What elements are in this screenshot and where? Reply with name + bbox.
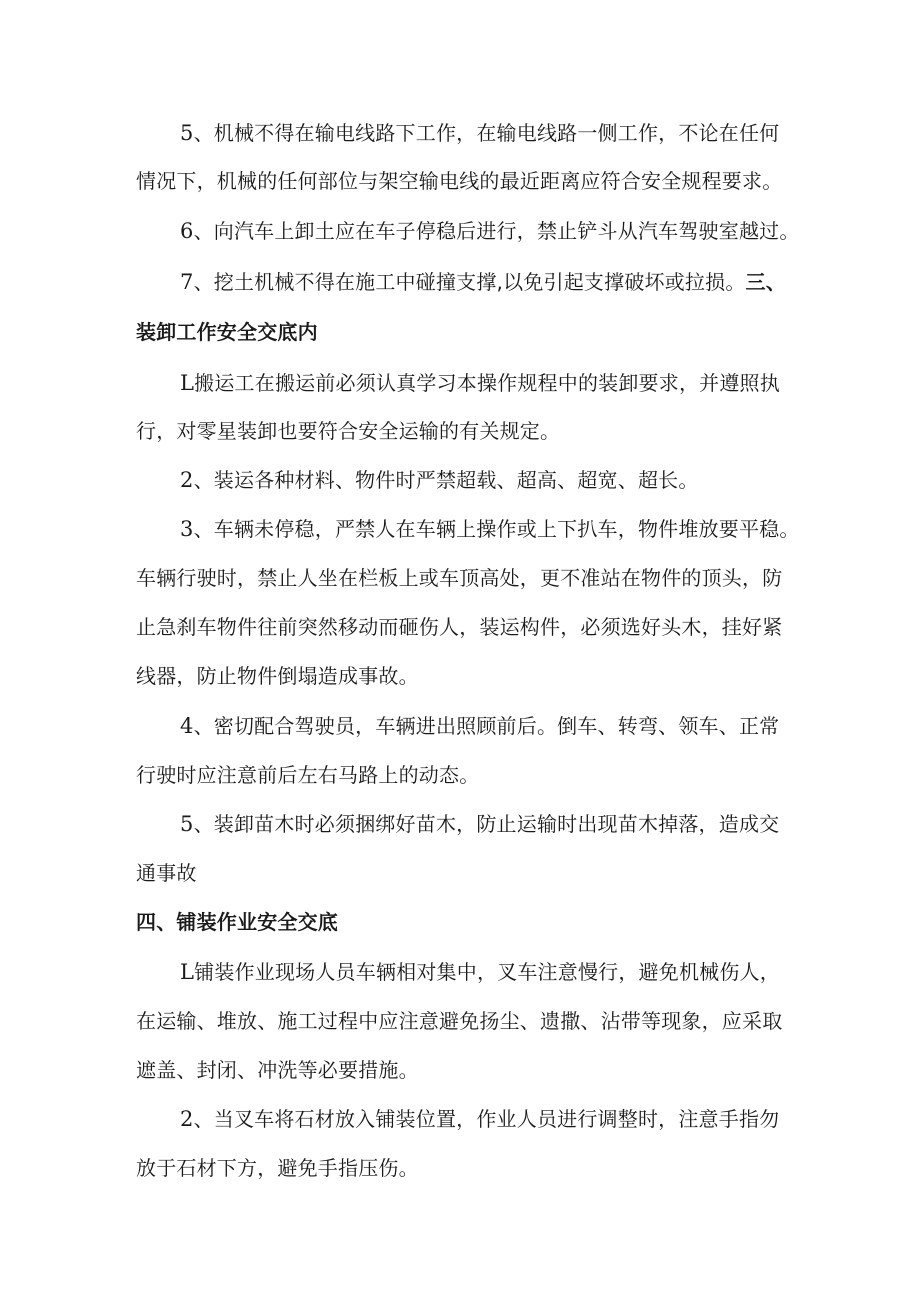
item-number: 3 [180,517,194,541]
paragraph-line [136,1154,419,1182]
paragraph-line [180,810,779,838]
paragraph-line [180,466,699,494]
line-text: 止急刹车物件往前突然移动而砸伤人，装运构件，必须选好头木，挂好紧 [136,615,783,639]
paragraph-line [180,217,800,245]
item-number: 6 [180,219,194,243]
line-text: 在运输、堆放、施工过程中应注意避免扬尘、遗撒、沾带等现象，应采取 [136,1009,783,1033]
line-text: 、挖土机械不得在施工中碰撞支撑,以免引起支撑破坏或拉损。 [193,270,746,294]
paragraph-line [180,515,800,543]
line-text: 、装卸苗木时必须捆绑好苗木，防止运输时出现苗木掉落，造成交 [193,812,780,836]
item-number: 2 [180,468,194,492]
paragraph-line [180,369,780,397]
line-text: 线器，防止物件倒塌造成事故。 [136,664,419,688]
paragraph-line [180,119,779,147]
line-text: 遮盖、封闭、冲洗等必要措施。 [136,1058,419,1082]
paragraph-line [180,268,786,296]
line-text: 行，对零星装卸也要符合安全运输的有关规定。 [136,419,561,443]
line-text: 、向汽车上卸土应在车子停稳后进行，禁止铲斗从汽车驾驶室越过。 [193,219,800,243]
line-text: 、机械不得在输电线路下工作，在输电线路一侧工作，不论在任何 [193,121,780,145]
item-number: L [180,371,195,395]
line-text: 车辆行驶时，禁止人坐在栏板上或车顶高处，更不准站在物件的顶头，防 [136,566,783,590]
item-number: 7 [180,270,194,294]
line-text: 、装运各种材料、物件时严禁超载、超高、超宽、超长。 [193,468,699,492]
paragraph-line [136,417,560,445]
line-text: 通事故 [136,861,197,885]
item-number: 2 [180,1107,194,1131]
section-number: 三、 [745,270,786,294]
item-number: 5 [180,812,194,836]
paragraph-line [136,761,479,789]
item-number: 5 [180,121,194,145]
paragraph-line [136,859,197,887]
paragraph-line [180,958,780,986]
line-text: 铺装作业现场人员车辆相对集中，叉车注意慢行，避免机械伤人， [194,960,780,984]
section-heading [136,908,338,936]
line-text: 、密切配合驾驶员，车辆进出照顾前后。倒车、转弯、领车、正常 [193,714,780,738]
paragraph-line [136,1056,419,1084]
section-heading-text: 四、铺装作业安全交底 [136,910,338,934]
paragraph-line [136,662,419,690]
section-heading [136,318,318,346]
paragraph-line [136,564,782,592]
line-text: 搬运工在搬运前必须认真学习本操作规程中的装卸要求，并遵照执 [194,371,780,395]
paragraph-line [180,1105,779,1133]
paragraph-line [136,167,782,195]
line-text: 情况下，机械的任何部位与架空输电线的最近距离应符合安全规程要求。 [136,169,783,193]
line-text: 放于石材下方，避免手指压伤。 [136,1156,419,1180]
paragraph-line [136,1007,782,1035]
paragraph-line [180,712,779,740]
line-text: 、当叉车将石材放入铺装位置，作业人员进行调整时，注意手指勿 [193,1107,780,1131]
item-number: 4 [180,714,194,738]
section-heading-text: 装卸工作安全交底内 [136,320,318,344]
item-number: L [180,960,195,984]
paragraph-line [136,613,782,641]
line-text: 、车辆未停稳，严禁人在车辆上操作或上下扒车，物件堆放要平稳。 [193,517,800,541]
line-text: 行驶时应注意前后左右马路上的动态。 [136,763,480,787]
